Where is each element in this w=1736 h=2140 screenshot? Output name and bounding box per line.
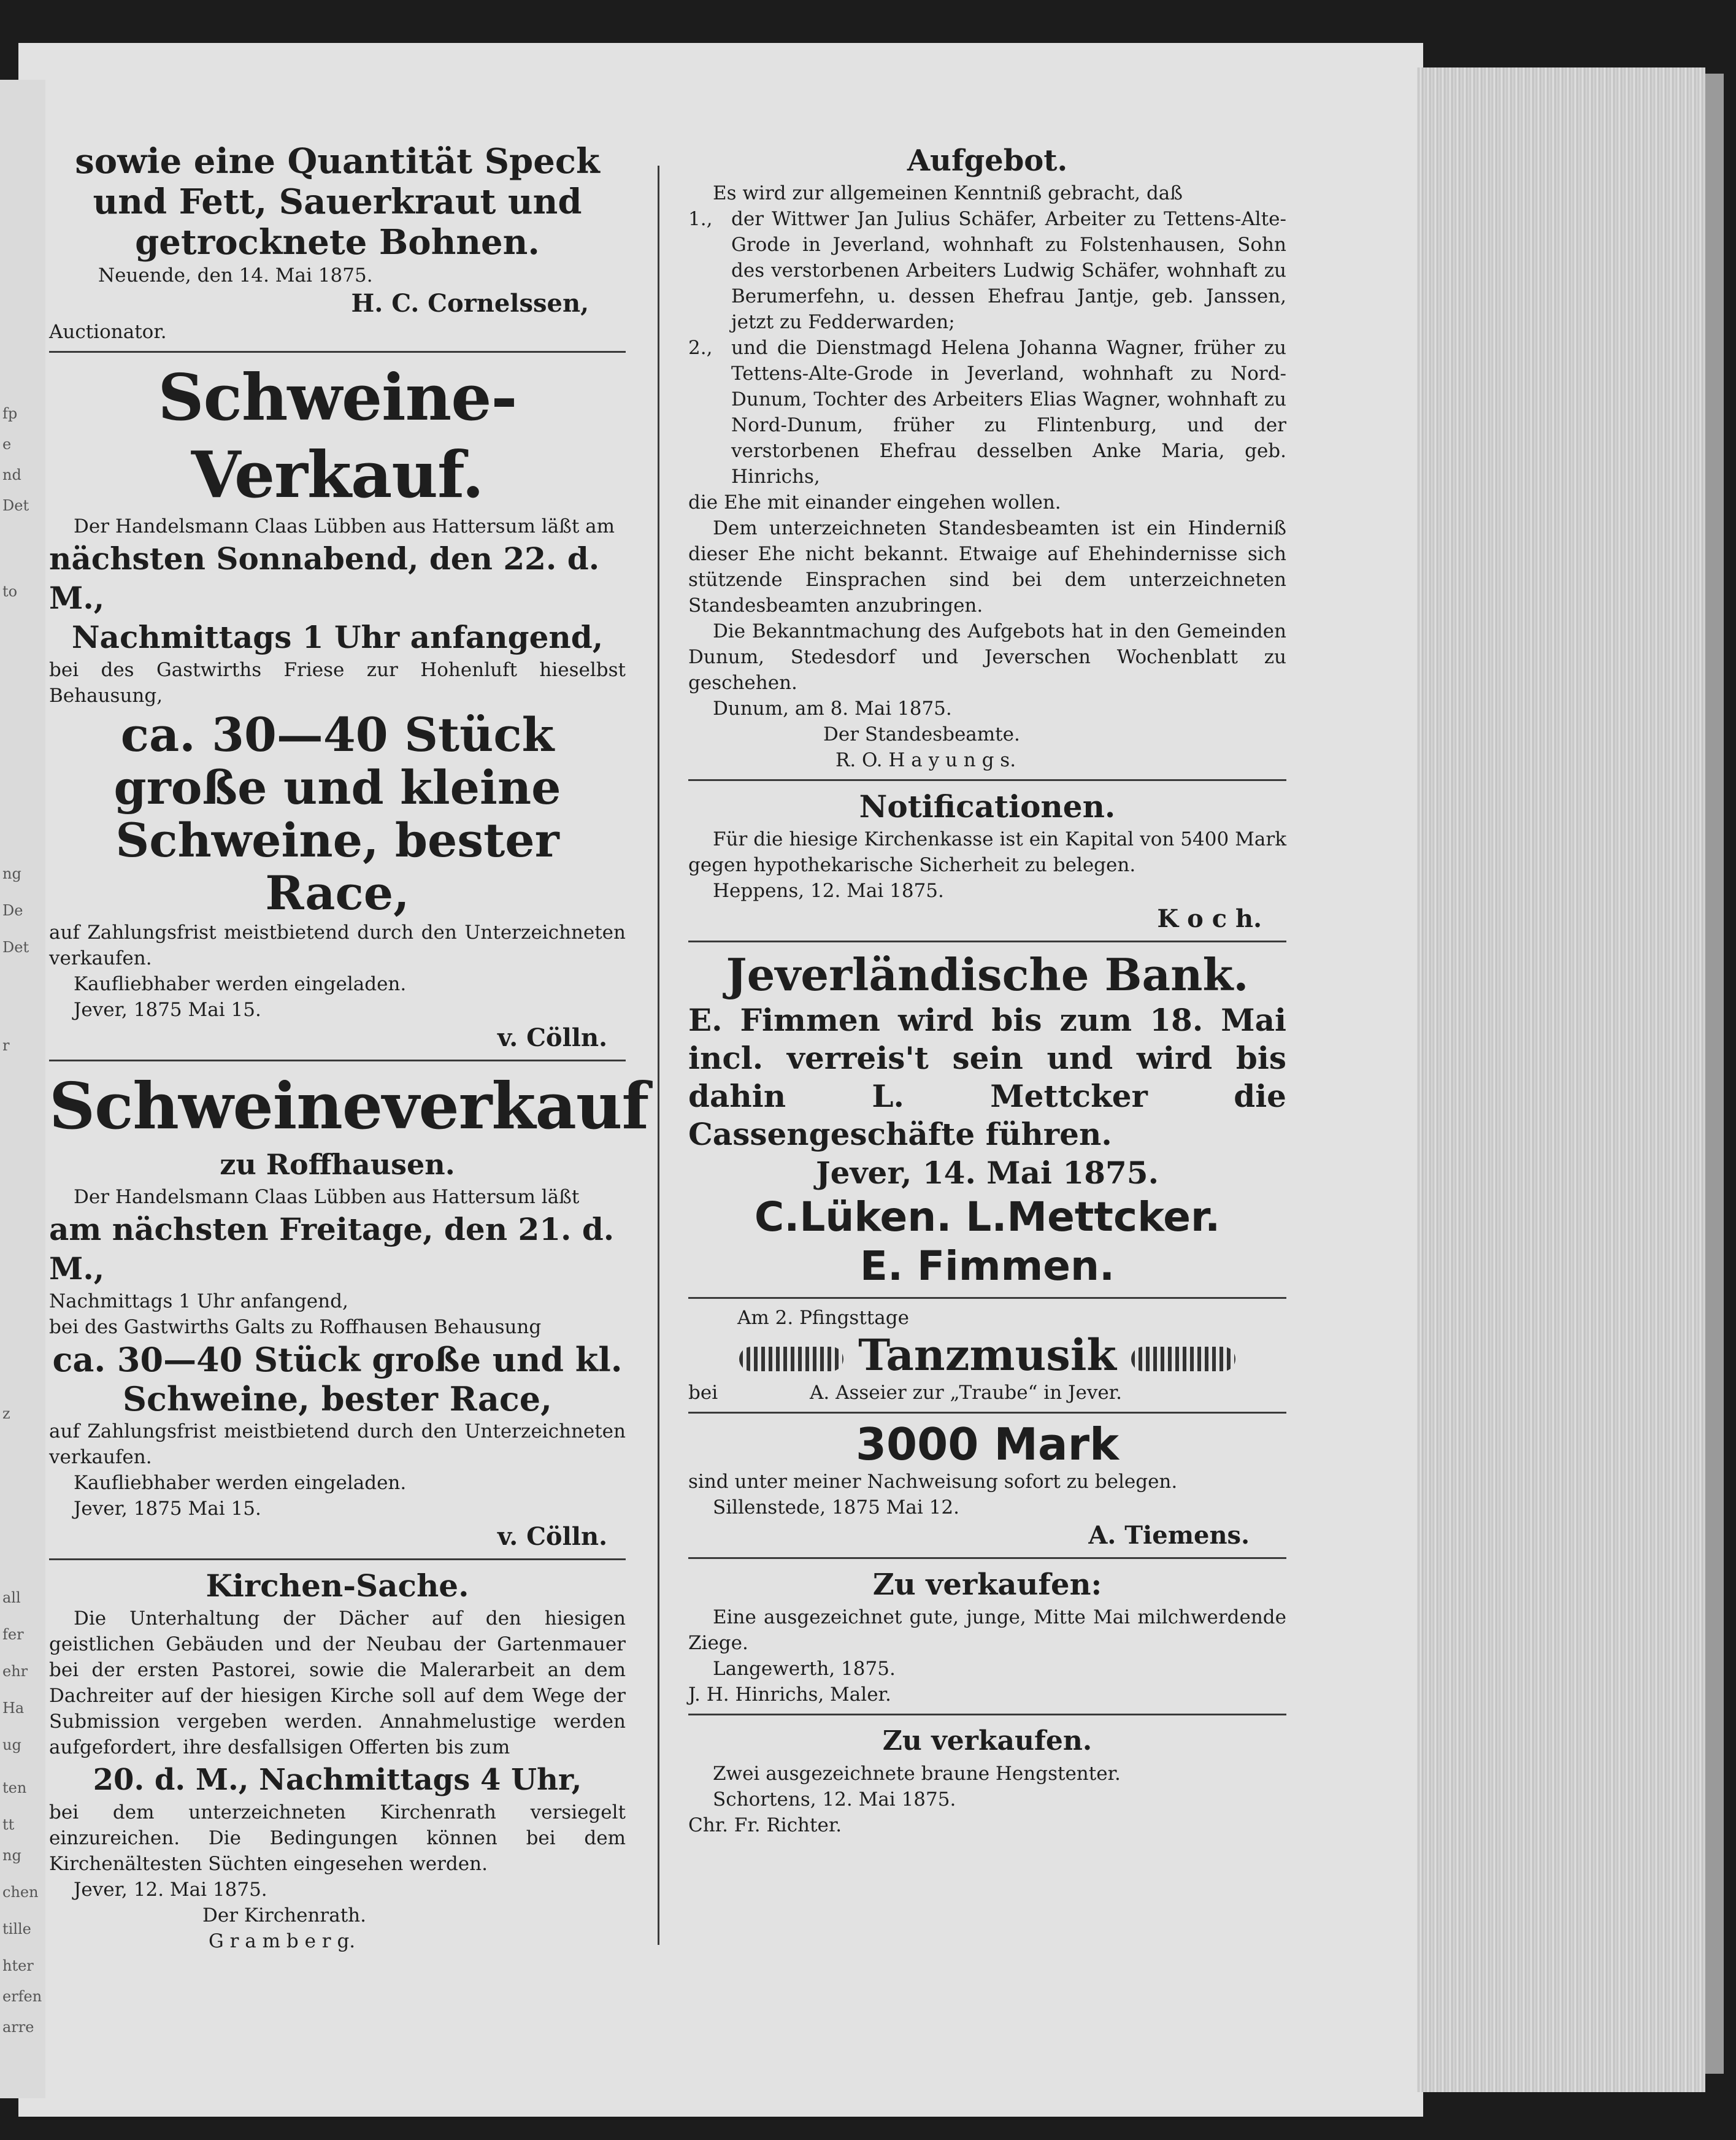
ad-date: Heppens, 12. Mai 1875. xyxy=(713,880,944,902)
ad-time: Nachmittags 1 Uhr anfangend, xyxy=(49,1290,348,1312)
ad-signer: R. O. H a y u n g s. xyxy=(835,749,1016,771)
ad-date-highlight: am nächsten Freitage, den 21. d. M., xyxy=(49,1211,615,1287)
ad-date: Langewerth, 1875. xyxy=(713,1658,896,1680)
ad-title: Zu verkaufen: xyxy=(872,1568,1102,1602)
ad-terms: auf Zahlungsfrist meistbietend durch den Unterzeichneten verkaufen. xyxy=(49,1420,626,1468)
bank-signers: C.Lüken. L.Mettcker. xyxy=(754,1193,1221,1241)
pig-sale-ad-1 xyxy=(49,359,626,1053)
auction-continuation xyxy=(49,141,626,345)
margin-fragment: hter xyxy=(2,1957,34,1974)
goat-sale-notice xyxy=(688,1565,1286,1707)
ad-place: bei des Gastwirths Galts zu Roffhausen Behausung xyxy=(49,1316,542,1338)
dance-music-ad xyxy=(688,1305,1286,1406)
loan-notice xyxy=(688,1420,1286,1551)
ad-signer: G r a m b e r g. xyxy=(209,1930,356,1952)
ad-intro: Der Handelsmann Claas Lübben aus Hattersum läßt am xyxy=(74,515,615,537)
book-spine-edge xyxy=(1705,74,1724,2074)
notice-role: Auctionator. xyxy=(49,321,167,343)
ad-body: Für die hiesige Kirchenkasse ist ein Kapital von 5400 Mark gegen hypothekarische Sicherheit zu belegen. xyxy=(688,828,1286,876)
margin-fragment: arre xyxy=(2,2019,34,2036)
margin-fragment: fer xyxy=(2,1626,24,1643)
margin-fragment: to xyxy=(2,583,18,600)
notice-signer: H. C. Cornelssen, xyxy=(351,289,589,318)
section-rule xyxy=(688,941,1286,942)
ad-date: Dunum, am 8. Mai 1875. xyxy=(713,698,952,720)
ad-location: A. Asseier zur „Traube“ in Jever. xyxy=(809,1382,1122,1404)
ad-title: Aufgebot. xyxy=(907,144,1068,178)
item-number: 2., xyxy=(688,337,713,359)
ad-signer: A. Tiemens. xyxy=(1088,1521,1250,1550)
ad-goods: ca. 30—40 Stück große und kleine Schweine, bester Race, xyxy=(113,707,561,920)
ad-text: bei xyxy=(688,1382,718,1404)
margin-fragment: ng xyxy=(2,1847,21,1864)
notice-line: sowie eine Quantität Speck xyxy=(75,141,600,182)
ad-body: sind unter meiner Nachweisung sofort zu belegen. xyxy=(688,1471,1178,1493)
ad-date: Schortens, 12. Mai 1875. xyxy=(713,1788,956,1811)
ad-title: Tanzmusik xyxy=(858,1330,1116,1380)
previous-page-margin xyxy=(0,80,45,2098)
margin-fragment: De xyxy=(2,902,23,919)
ad-place: bei des Gastwirths Friese zur Hohenluft hieselbst Behausung, xyxy=(49,659,626,707)
margin-fragment: ng xyxy=(2,865,21,882)
ad-deadline: 20. d. M., Nachmittags 4 Uhr, xyxy=(93,1763,582,1797)
ad-body: Zwei ausgezeichnete braune Hengstenter. xyxy=(713,1763,1121,1785)
section-rule xyxy=(49,351,626,353)
ad-body: Die Unterhaltung der Dächer auf den hiesigen geistlichen Gebäuden und der Neubau der Gartenmauer bei der ersten Pastorei, sowie die Malerarbeit an dem Dachreiter auf der hiesigen Kirche soll auf dem Wege der Submission vergeben werden. Annahmelustige werden aufgefordert, ihre desfallsigen Offerten bis zum xyxy=(49,1607,626,1758)
bank-signers: E. Fimmen. xyxy=(859,1242,1115,1290)
margin-fragment: Det xyxy=(2,497,29,514)
section-rule xyxy=(688,1557,1286,1559)
ad-title: Schweine-Verkauf. xyxy=(158,360,517,512)
ad-date: Jever, 12. Mai 1875. xyxy=(74,1879,267,1901)
ornament-right-icon xyxy=(1131,1347,1235,1371)
ornament-left-icon xyxy=(739,1347,843,1371)
ad-date: Sillenstede, 1875 Mai 12. xyxy=(713,1496,959,1518)
ad-intro: Es wird zur allgemeinen Kenntniß gebracht, daß xyxy=(713,182,1183,204)
margin-fragment: Det xyxy=(2,939,29,956)
margin-fragment: ug xyxy=(2,1736,21,1753)
ad-title: Zu verkaufen. xyxy=(882,1725,1093,1757)
right-column xyxy=(688,141,1286,1838)
ad-body: Eine ausgezeichnet gute, junge, Mitte Mai milchwerdende Ziege. xyxy=(688,1606,1286,1654)
ad-signer: J. H. Hinrichs, Maler. xyxy=(688,1684,891,1706)
ad-signer: Chr. Fr. Richter. xyxy=(688,1814,842,1836)
ad-date-highlight: nächsten Sonnabend, den 22. d. M., xyxy=(49,541,600,616)
section-rule xyxy=(688,1412,1286,1414)
left-column xyxy=(49,141,649,1954)
margin-fragment: r xyxy=(2,1037,10,1054)
margin-fragment: Ha xyxy=(2,1699,25,1717)
margin-fragment: chen xyxy=(2,1884,39,1901)
ad-body: E. Fimmen wird bis zum 18. Mai incl. verreis't sein und wird bis dahin L. Mettcker die Cassengeschäfte führen. xyxy=(688,1002,1286,1152)
ad-date: Jever, 1875 Mai 15. xyxy=(74,999,261,1021)
ad-invite: Kaufliebhaber werden eingeladen. xyxy=(74,1472,407,1494)
margin-fragment: ehr xyxy=(2,1663,28,1680)
margin-fragment: e xyxy=(2,436,12,453)
item-text: der Wittwer Jan Julius Schäfer, Arbeiter zu Tettens-Alte-Grode in Jeverland, wohnhaft zu Folstenhausen, Sohn des verstorbenen Arbeiters Ludwig Schäfer, wohnhaft zu Berumerfehn, u. dessen Ehefrau Jantje, geb. Janssen, jetzt zu Fedderwarden; xyxy=(731,208,1286,333)
margin-fragment: fp xyxy=(2,405,18,422)
section-rule xyxy=(49,1558,626,1560)
notice-date: Neuende, den 14. Mai 1875. xyxy=(98,264,373,287)
margin-fragment: all xyxy=(2,1589,21,1606)
notice-line: getrocknete Bohnen. xyxy=(135,222,540,263)
column-divider xyxy=(658,166,659,1945)
ad-title: Schweineverkauf xyxy=(49,1068,649,1144)
section-rule xyxy=(688,779,1286,781)
margin-fragment: tille xyxy=(2,1920,31,1938)
notification-notice xyxy=(688,787,1286,934)
ad-subtitle: zu Roffhausen. xyxy=(220,1148,455,1181)
horse-sale-notice xyxy=(688,1722,1286,1838)
pig-sale-ad-2 xyxy=(49,1068,649,1552)
ad-title: 3000 Mark xyxy=(855,1418,1120,1470)
margin-fragment: ten xyxy=(2,1779,27,1796)
banns-notice xyxy=(688,141,1286,773)
ad-signer: v. Cölln. xyxy=(497,1522,607,1551)
section-rule xyxy=(688,1297,1286,1299)
ad-signer: K o c h. xyxy=(1157,904,1262,933)
ad-title: Jeverländische Bank. xyxy=(726,949,1249,1001)
ad-body: Dem unterzeichneten Standesbeamten ist ein Hinderniß dieser Ehe nicht bekannt. Etwaige auf Ehehindernisse sich stützende Einsprachen sind bei dem unterzeichneten Standesbeamten anzubringen. xyxy=(688,517,1286,617)
banns-item xyxy=(688,206,1286,335)
item-text: und die Dienstmagd Helena Johanna Wagner, früher zu Tettens-Alte-Grode in Jeverland, wohnhaft zu Nord-Dunum, Tochter des Arbeiters Elias Wagner, wohnhaft zu Nord-Dunum, früher zu Flintenburg, und der verstorbenen Ehefrau desselben Anke Maria, geb. Hinrichs, xyxy=(731,337,1286,488)
bank-notice xyxy=(688,949,1286,1291)
ad-signer: v. Cölln. xyxy=(497,1023,607,1052)
margin-fragment: nd xyxy=(2,466,21,483)
ad-body: bei dem unterzeichneten Kirchenrath versiegelt einzureichen. Die Bedingungen können bei dem Kirchenältesten Süchten eingesehen werden. xyxy=(49,1801,626,1875)
ad-goods: ca. 30—40 Stück große und kl. Schweine, bester Race, xyxy=(52,1340,623,1418)
church-notice xyxy=(49,1566,626,1954)
margin-fragment: erfen xyxy=(2,1988,42,2005)
ad-pretext: Am 2. Pfingsttage xyxy=(737,1307,909,1329)
ad-body: die Ehe mit einander eingehen wollen. xyxy=(688,491,1061,514)
ad-date: Jever, 14. Mai 1875. xyxy=(816,1155,1159,1191)
ad-role: Der Standesbeamte. xyxy=(823,723,1020,745)
ad-title: Notificationen. xyxy=(859,788,1116,825)
banns-item xyxy=(688,335,1286,490)
ad-terms: auf Zahlungsfrist meistbietend durch den Unterzeichneten verkaufen. xyxy=(49,922,626,969)
section-rule xyxy=(688,1714,1286,1715)
ad-body: Die Bekanntmachung des Aufgebots hat in den Gemeinden Dunum, Stedesdorf und Jeverschen Wochenblatt zu geschehen. xyxy=(688,620,1286,694)
book-page-edges xyxy=(1417,67,1705,2092)
ad-intro: Der Handelsmann Claas Lübben aus Hattersum läßt xyxy=(74,1186,580,1208)
section-rule xyxy=(49,1060,626,1061)
margin-fragment: tt xyxy=(2,1816,15,1833)
ad-org: Der Kirchenrath. xyxy=(202,1904,366,1926)
ad-title: Kirchen-Sache. xyxy=(205,1568,469,1604)
notice-line: und Fett, Sauerkraut und xyxy=(93,182,582,222)
ad-invite: Kaufliebhaber werden eingeladen. xyxy=(74,973,407,995)
item-number: 1., xyxy=(688,208,713,230)
ad-date: Jever, 1875 Mai 15. xyxy=(74,1498,261,1520)
margin-fragment: z xyxy=(2,1405,10,1422)
ad-time-highlight: Nachmittags 1 Uhr anfangend, xyxy=(71,619,604,655)
